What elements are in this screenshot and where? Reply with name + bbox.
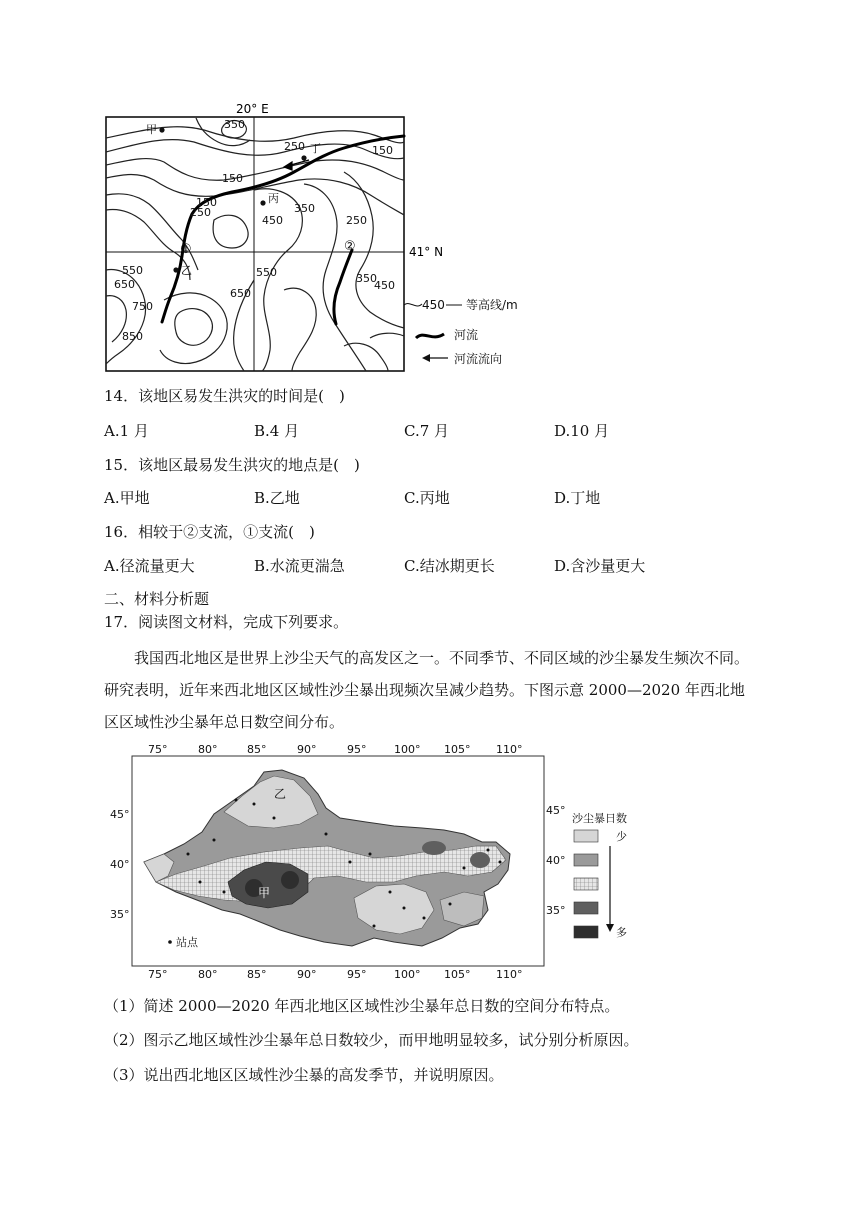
question-15-stem: 15．该地区最易发生洪灾的地点是( )	[104, 456, 360, 474]
point-bing-label: 丙	[268, 192, 279, 205]
lat-ticks-left	[110, 808, 130, 921]
lon-tick: 95°	[347, 968, 367, 981]
lon-tick: 80°	[198, 968, 218, 981]
legend-flow-label: 河流流向	[454, 352, 503, 366]
legend-swatch-1	[574, 830, 598, 842]
contour-label: 150	[372, 144, 393, 157]
contour-label: 850	[122, 330, 143, 343]
station-dot	[449, 903, 452, 906]
legend-river-icon	[416, 334, 444, 338]
legend-title: 沙尘暴日数	[572, 812, 627, 825]
lon-tick: 105°	[444, 968, 471, 981]
q15-option-d: D.丁地	[554, 489, 601, 507]
section-2-heading: 二、材料分析题	[104, 590, 210, 608]
topo-legend	[404, 297, 518, 366]
tributary-1-label: ①	[180, 242, 192, 257]
question-14-stem: 14．该地区易发生洪灾的时间是( )	[104, 387, 345, 405]
lat-tick: 45°	[110, 808, 130, 821]
lon-tick: 100°	[394, 743, 421, 756]
q16-option-d: D.含沙量更大	[554, 557, 646, 575]
point-yi-marker	[173, 267, 178, 272]
legend-arrow-head	[606, 924, 614, 932]
contour-label: 550	[256, 266, 277, 279]
question-16-stem: 16．相较于②支流，①支流( )	[104, 523, 315, 541]
lat-tick: 35°	[110, 908, 130, 921]
rivers	[162, 136, 404, 324]
lon-tick: 85°	[247, 743, 267, 756]
dust-days-legend	[572, 811, 627, 939]
station-dot	[369, 853, 372, 856]
station-dot	[389, 891, 392, 894]
sub-question-2: （2）图示乙地区域性沙尘暴年总日数较少，而甲地明显较多，试分别分析原因。	[104, 1031, 639, 1049]
q15-option-b: B.乙地	[254, 489, 300, 507]
station-dot	[349, 861, 352, 864]
lat-tick: 35°	[546, 904, 566, 917]
contour-label: 350	[224, 118, 245, 131]
legend-many-label: 多	[616, 926, 627, 939]
station-dot	[199, 881, 202, 884]
contour-label: 450	[262, 214, 283, 227]
q14-option-c: C.7 月	[404, 422, 450, 440]
legend-swatch-2	[574, 854, 598, 866]
lat-tick: 45°	[546, 804, 566, 817]
topographic-map	[104, 100, 524, 375]
question-17-material: 我国西北地区是世界上沙尘天气的高发区之一。不同季节、不同区域的沙尘暴发生频次不同。研究表明，近年来西北地区区域性沙尘暴出现频次呈减少趋势。下图示意 2000—2020 年西北地区区域性沙尘暴年总日数空间分布。	[104, 649, 750, 731]
lon-ticks-top	[148, 743, 523, 756]
station-dot	[223, 891, 226, 894]
contour-label: 250	[190, 206, 211, 219]
legend-swatch-4	[574, 902, 598, 914]
region-jia-core-2	[281, 871, 299, 889]
sub-question-1: （1）简述 2000—2020 年西北地区区域性沙尘暴年总日数的空间分布特点。	[104, 997, 620, 1015]
region-yi-label: 乙	[274, 787, 287, 801]
lon-tick: 90°	[297, 968, 317, 981]
contour-label: 750	[132, 300, 153, 313]
region-east-dark-2	[470, 852, 490, 868]
contour-label: 350	[356, 272, 377, 285]
lat-label: 41° N	[409, 245, 444, 259]
station-dot	[373, 925, 376, 928]
station-legend-dot	[168, 940, 172, 944]
q14-option-b: B.4 月	[254, 422, 300, 440]
lat-ticks-right	[546, 804, 566, 917]
station-dot	[423, 917, 426, 920]
lon-ticks-bottom	[148, 968, 523, 981]
lon-tick: 80°	[198, 743, 218, 756]
lon-tick: 105°	[444, 743, 471, 756]
legend-contour-label: 等高线/m	[466, 298, 518, 312]
sub-question-3: （3）说出西北地区区域性沙尘暴的高发季节，并说明原因。	[104, 1066, 504, 1084]
contour-label: 450	[374, 279, 395, 292]
lon-tick: 110°	[496, 968, 523, 981]
station-dot	[273, 817, 276, 820]
station-dot	[235, 799, 238, 802]
q15-option-a: A.甲地	[104, 489, 150, 507]
q16-option-a: A.径流量更大	[104, 557, 195, 575]
contour-label: 150	[222, 172, 243, 185]
q14-option-a: A.1 月	[104, 422, 149, 440]
station-dot	[213, 839, 216, 842]
lat-tick: 40°	[546, 854, 566, 867]
contour-label: 150	[196, 196, 217, 209]
station-legend-label: 站点	[176, 936, 198, 949]
contour-label: 650	[230, 287, 251, 300]
lon-tick: 95°	[347, 743, 367, 756]
legend-contour-icon	[404, 304, 422, 306]
question-17-stem: 17．阅读图文材料，完成下列要求。	[104, 613, 349, 631]
legend-few-label: 少	[616, 830, 627, 843]
point-ding-marker	[301, 155, 306, 160]
q14-option-d: D.10 月	[554, 422, 610, 440]
legend-contour-value: 450	[422, 298, 445, 312]
contour-lines	[106, 118, 404, 371]
q15-option-c: C.丙地	[404, 489, 450, 507]
lon-tick: 90°	[297, 743, 317, 756]
lon-tick: 75°	[148, 743, 168, 756]
legend-swatch-3	[574, 878, 598, 890]
legend-flow-arrowhead	[422, 354, 430, 362]
station-dot	[487, 849, 490, 852]
lat-tick: 40°	[110, 858, 130, 871]
station-dot	[463, 867, 466, 870]
region-east-dark	[422, 841, 446, 855]
contour-label: 250	[346, 214, 367, 227]
point-jia-marker	[159, 127, 164, 132]
contour-label: 350	[294, 202, 315, 215]
lon-tick: 100°	[394, 968, 421, 981]
point-bing-marker	[260, 200, 265, 205]
point-jia-label: 甲	[146, 123, 157, 136]
point-yi-label: 乙	[181, 264, 192, 277]
region-jia-label: 甲	[258, 886, 271, 900]
contour-label: 550	[122, 264, 143, 277]
legend-river-label: 河流	[454, 328, 479, 342]
q16-option-c: C.结冰期更长	[404, 557, 495, 575]
contour-label: 650	[114, 278, 135, 291]
lon-label: 20° E	[236, 102, 269, 116]
station-dot	[253, 803, 256, 806]
station-dot	[403, 907, 406, 910]
legend-swatch-5	[574, 926, 598, 938]
lon-tick: 75°	[148, 968, 168, 981]
contour-label: 250	[284, 140, 305, 153]
station-dot	[187, 853, 190, 856]
dust-storm-map	[104, 742, 644, 982]
tributary-2-label: ②	[344, 239, 356, 254]
station-dot	[499, 861, 502, 864]
station-dot	[325, 833, 328, 836]
lon-tick: 110°	[496, 743, 523, 756]
q16-option-b: B.水流更湍急	[254, 557, 345, 575]
point-ding-label: 丁	[310, 142, 321, 155]
lon-tick: 85°	[247, 968, 267, 981]
